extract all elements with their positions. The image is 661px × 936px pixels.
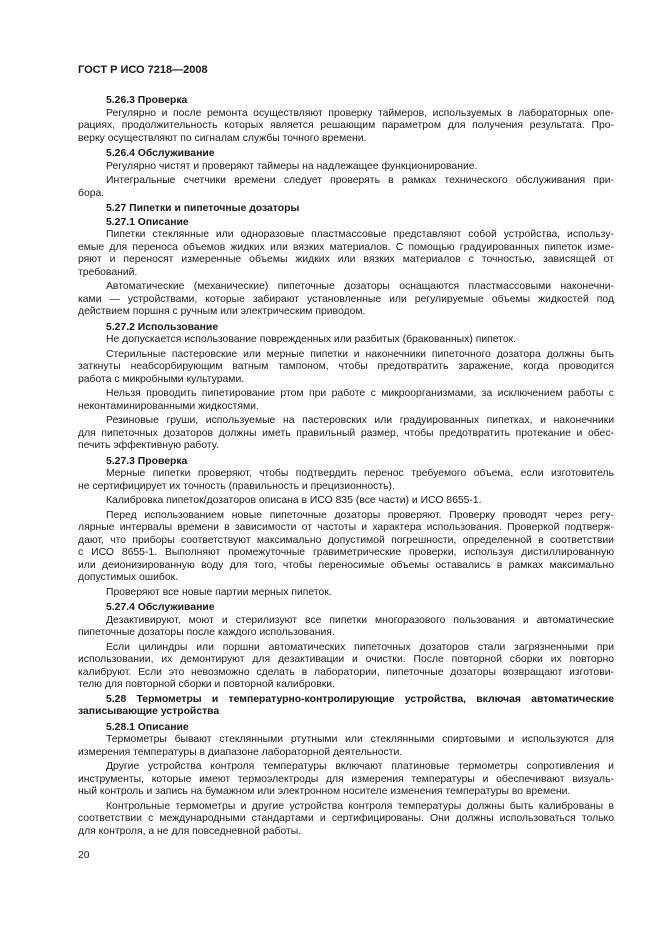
section-heading: 5.28.1 Описание: [106, 721, 189, 733]
paragraph: [78, 468, 614, 493]
text-line: Термометры бывают стеклянными ртутными или стеклянными спиртовыми и используются для: [106, 734, 614, 745]
text-line: допустимых ошибок.: [78, 572, 179, 583]
text-line: записывающие устройства: [78, 706, 220, 717]
text-line: Дезактивируют, моют и стерилизуют все пипетки многоразового пользования и автоматические: [106, 614, 614, 626]
section-heading: 5.26.4 Обслуживание: [106, 148, 215, 159]
text-line: Другие устройства контроля температуры включают платиновые термометры сопротивления и: [106, 761, 614, 772]
text-line: ками — устройствами, которые забирают установленные или регулируемые объемы жидкостей под: [78, 293, 614, 305]
paragraph: [78, 175, 614, 200]
text-line: соответствии с международными стандартами и сертифицированы. Они должны использоваться только: [78, 813, 614, 824]
text-line: печить эффективную работу.: [78, 440, 219, 451]
text-line: ный контроль и запись на бумажном или электронном носителе изменения температуры во времени.: [78, 786, 571, 797]
text-line: Перед использованием новые пипеточные дозаторы проверяют. Проверку проводят через регу-: [106, 509, 614, 521]
text-line: Если цилиндры или поршни автоматических пипеточных дозаторов стали загрязненными при: [106, 641, 614, 653]
text-line: Стерильные пастеровские или мерные пипетки и наконечники пипеточного дозатора должны быть: [106, 348, 614, 360]
text-line: лярные интервалы времени в зависимости от частоты и характера использования. Проверкой подтверж-: [78, 522, 614, 533]
text-line: Интегральные счетчики времени следует проверять в рамках технического обслуживания при-: [106, 175, 614, 186]
section-heading: 5.26.3 Проверка: [106, 95, 188, 106]
paragraph: [78, 388, 614, 413]
text-line: для пипеточных дозаторов должны иметь правильный размер, чтобы предотвратить протекание и обес-: [78, 427, 614, 439]
text-line: требований.: [78, 266, 138, 278]
text-line: Пипетки стеклянные или одноразовые пластмассовые представляют собой устройства, использу-: [106, 229, 614, 240]
paragraph: [78, 229, 614, 279]
text-line: ряют и переносят измеренные объемы жидких или вязких материалов с точностью, зависящей от: [78, 254, 614, 265]
text-line: Проверяют все новые партии мерных пипеток.: [106, 586, 332, 598]
section-heading: 5.27 Пипетки и пипеточные дозаторы: [106, 203, 300, 214]
text-line: телю для повторной сборки и повторной калибровки.: [78, 679, 335, 690]
paragraph: [78, 587, 614, 600]
paragraph: [78, 349, 614, 387]
page-number: 20: [78, 850, 90, 861]
text-line: работа с микробными культурами.: [78, 373, 245, 385]
text-line: заткнуты неабсорбирующим ватным тампоном, чтобы предотвратить заражение, когда проводится: [78, 361, 614, 372]
text-line: действием поршня с ручным или электрическим приводом.: [78, 306, 366, 317]
paragraph: [78, 108, 614, 146]
section-heading: 5.27.4 Обслуживание: [106, 602, 215, 613]
paragraph: [78, 281, 614, 319]
text-line: дают, что приборы соответствуют максимально допустимой погрешности, определенной в соответствии: [78, 534, 614, 546]
paragraph: [78, 510, 614, 585]
paragraph: [78, 801, 614, 839]
text-line: калибруют. Если это невозможно сделать в лаборатории, пипеточные дозаторы возвращают изготови-: [78, 666, 614, 678]
text-line: Регулярно чистят и проверяют таймеры на надлежащее функционирование.: [106, 160, 478, 172]
text-line: измерения температуры в диапазоне лабораторной деятельности.: [78, 746, 403, 758]
document-body: [78, 94, 614, 840]
text-line: для контроля, а не для повседневной работы.: [78, 825, 302, 837]
text-line: Калибровка пипеток/дозаторов описана в ИСО 835 (все части) и ИСО 8655-1.: [106, 495, 482, 506]
paragraph: [78, 734, 614, 759]
paragraph: [78, 495, 614, 508]
text-line: 5.28 Термометры и температурно-контролирующие устройства, включая автоматические: [106, 693, 614, 705]
text-line: неконтаминированными жидкостями.: [78, 400, 259, 412]
section-heading: 5.27.2 Использование: [106, 321, 219, 333]
paragraph: [78, 161, 614, 174]
paragraph: [78, 415, 614, 453]
text-line: пипеточные дозаторы после каждого использования.: [78, 627, 335, 638]
text-line: использовании, их демонтируют для дезактивации и очистки. После повторной сборки их повторно: [78, 654, 614, 665]
paragraph: [78, 615, 614, 640]
paragraph: [78, 642, 614, 692]
section-heading: [78, 694, 614, 719]
text-line: емые для переноса объемов жидких или вязких материалов. С помощью градуированных пипеток изме-: [78, 241, 614, 253]
text-line: или деионизированную воду для того, чтобы переносимые объемы оставались в рамках максимально: [78, 559, 614, 571]
paragraph: [78, 761, 614, 799]
text-line: рациях, продолжительность которых является решающим параметром для получения результата. Про-: [78, 120, 614, 131]
text-line: Не допускается использование поврежденных или разбитых (бракованных) пипеток.: [106, 334, 517, 345]
text-line: инструменты, которые имеют термоэлектроды для измерения температуры и обеспечивают визуаль-: [78, 773, 614, 785]
text-line: Регулярно и после ремонта осуществляют проверку таймеров, используемых в лабораторных опе-: [106, 107, 614, 119]
text-line: Контрольные термометры и другие устройства контроля температуры должны быть калиброваны в: [106, 800, 614, 812]
paragraph: [78, 334, 614, 347]
document-header: ГОСТ Р ИСО 7218—2008: [78, 64, 208, 76]
section-heading: 5.27.3 Проверка: [106, 455, 188, 467]
text-line: Нельзя проводить пипетирование ртом при работе с микроорганизмами, за исключением работы с: [106, 388, 614, 399]
text-line: с ИСО 8655-1. Выполняют промежуточные гравиметрические проверки, используя дистиллированную: [78, 547, 614, 558]
text-line: не сертифицирует их точность (правильность и прецизионность).: [78, 480, 395, 492]
text-line: Автоматические (механические) пипеточные дозаторы оснащаются пластмассовыми наконечни-: [106, 281, 614, 292]
text-line: бора.: [78, 187, 105, 199]
section-heading: 5.27.1 Описание: [106, 216, 189, 228]
text-line: верку осуществляют по сигналам службы точного времени.: [78, 132, 367, 144]
text-line: Резиновые груши, используемые на пастеровских или градуированных пипетках, и наконечники: [106, 415, 614, 426]
text-line: Мерные пипетки проверяют, чтобы подтвердить перенос требуемого объема, если изготовитель: [106, 468, 614, 479]
